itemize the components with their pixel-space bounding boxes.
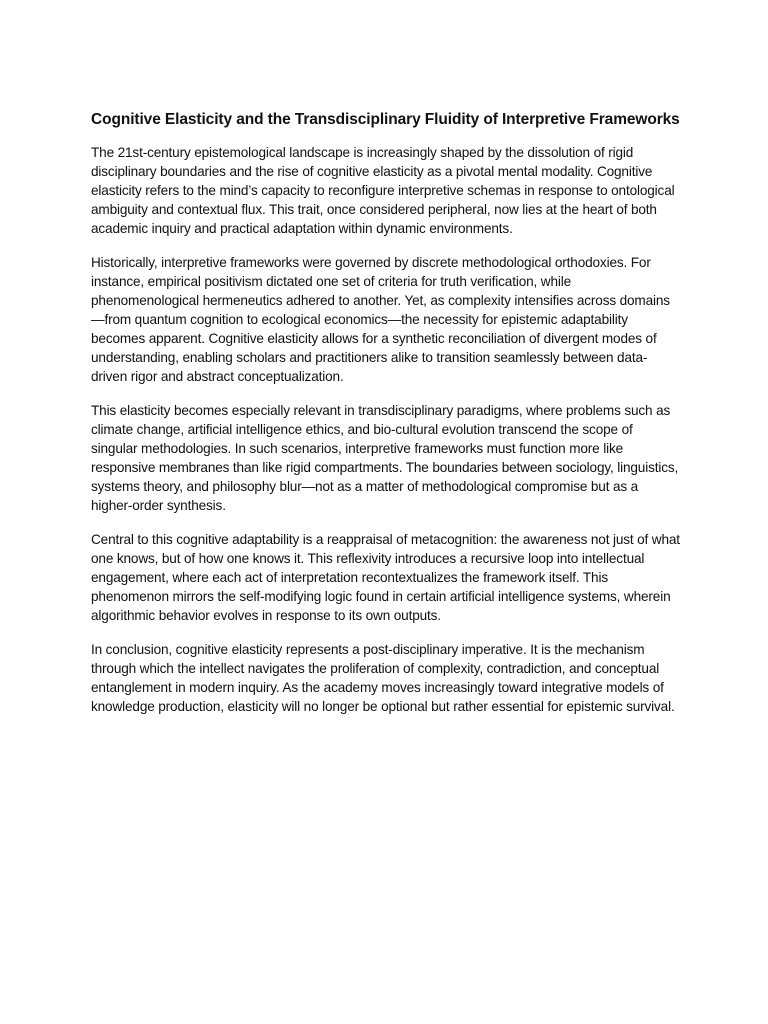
paragraph-2: Historically, interpretive frameworks were governed by discrete methodological orthodoxies. For instance, empirical positivism dictated one set of criteria for truth verification, while phenomenological hermeneutics adhered to another. Yet, as complexity intensifies across domains—from quantum cognition to ecological economics—the necessity for epistemic adaptability becomes apparent. Cognitive elasticity allows for a synthetic reconciliation of divergent modes of understanding, enabling scholars and practitioners alike to transition seamlessly between data-driven rigor and abstract conceptualization.	[91, 255, 670, 384]
paragraph-5: In conclusion, cognitive elasticity represents a post-disciplinary imperative. It is the mechanism through which the intellect navigates the proliferation of complexity, contradiction, and conceptual entanglement in modern inquiry. As the academy moves increasingly toward integrative models of knowledge production, elasticity will no longer be optional but rather essential for epistemic survival.	[91, 642, 675, 714]
paragraph-1: The 21st-century epistemological landscape is increasingly shaped by the dissolution of rigid disciplinary boundaries and the rise of cognitive elasticity as a pivotal mental modality. Cognitive elasticity refers to the mind’s capacity to reconfigure interpretive schemas in response to ontological ambiguity and contextual flux. This trait, once considered peripheral, now lies at the heart of both academic inquiry and practical adaptation within dynamic environments.	[91, 145, 675, 236]
document-page	[91, 108, 681, 731]
paragraph-3: This elasticity becomes especially relevant in transdisciplinary paradigms, where problems such as climate change, artificial intelligence ethics, and bio-cultural evolution transcend the scope of singular methodologies. In such scenarios, interpretive frameworks must function more like responsive membranes than like rigid compartments. The boundaries between sociology, linguistics, systems theory, and philosophy blur—not as a matter of methodological compromise but as a higher-order synthesis.	[91, 403, 679, 513]
paragraph-4: Central to this cognitive adaptability is a reappraisal of metacognition: the awareness not just of what one knows, but of how one knows it. This reflexivity introduces a recursive loop into intellectual engagement, where each act of interpretation recontextualizes the framework itself. This phenomenon mirrors the self-modifying logic found in certain artificial intelligence systems, wherein algorithmic behavior evolves in response to its own outputs.	[91, 532, 680, 623]
document-title: Cognitive Elasticity and the Transdisciplinary Fluidity of Interpretive Frameworks	[91, 111, 680, 128]
